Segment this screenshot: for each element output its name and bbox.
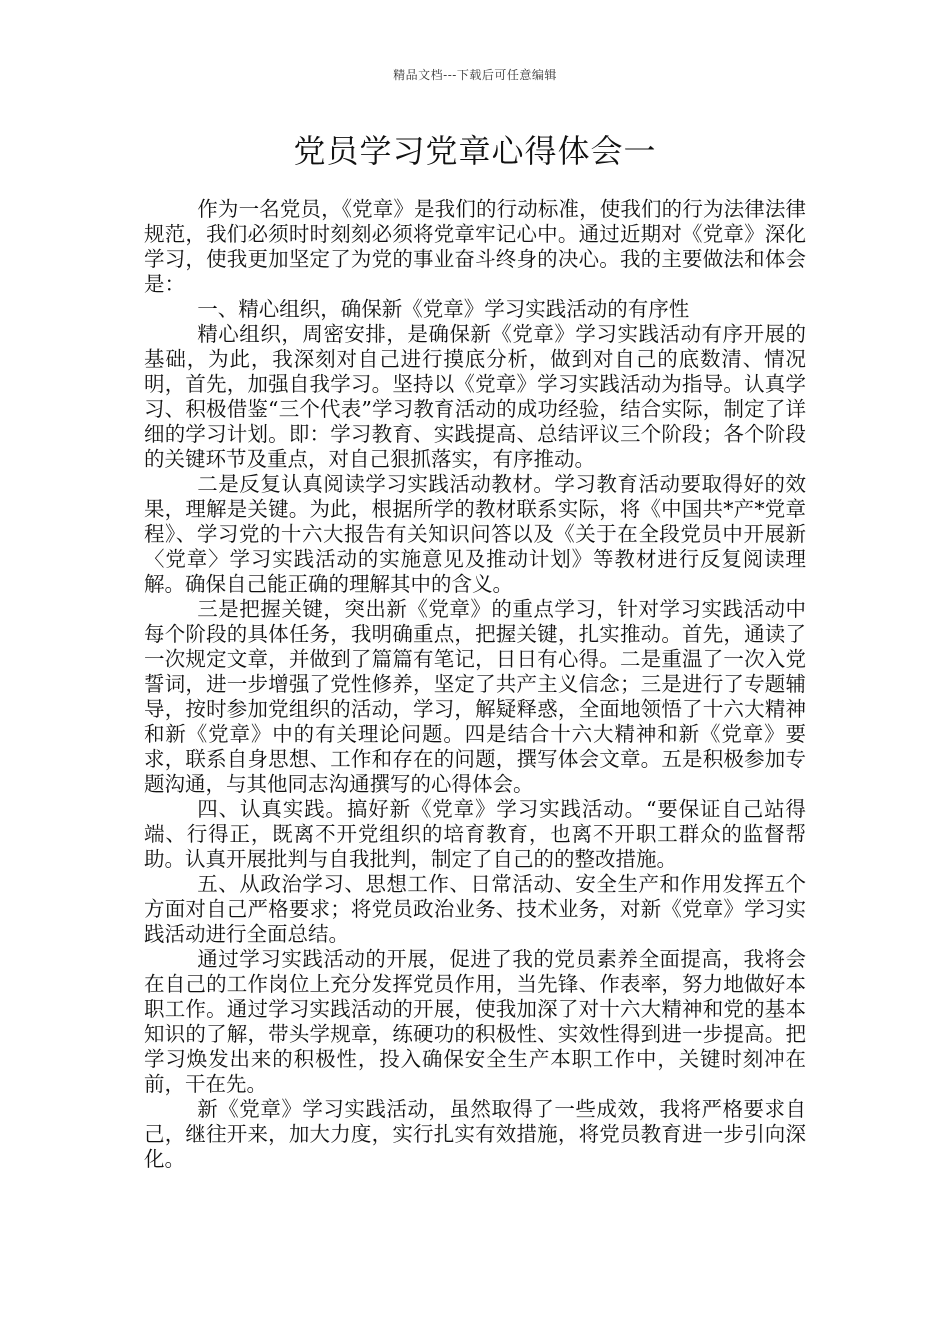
paragraph: 二是反复认真阅读学习实践活动教材。学习教育活动要取得好的效果，理解是关键。为此，根据所学的教材联系实际，将《中国共*产*党章程》、学习党的十六大报告有关知识问答以及《关于在全段党员中开展新〈党章〉学习实践活动的实施意见及推动计划》等教材进行反复阅读理解。确保自己能正确的理解其中的含义。: [144, 472, 806, 596]
paragraph: 三是把握关键，突出新《党章》的重点学习，针对学习实践活动中每个阶段的具体任务，我明确重点，把握关键，扎实推动。首先，通读了一次规定文章，并做到了篇篇有笔记，日日有心得。二是重温了一次入党誓词，进一步增强了党性修养，坚定了共产主义信念；三是进行了专题辅导，按时参加党组织的活动，学习，解疑释惑，全面地领悟了十六大精神和新《党章》中的有关理论问题。四是结合十六大精神和新《党章》要求，联系自身思想、工作和存在的问题，撰写体会文章。五是积极参加专题沟通，与其他同志沟通撰写的心得体会。: [144, 597, 806, 796]
paragraph: 四、认真实践。搞好新《党章》学习实践活动。“要保证自己站得端、行得正，既离不开党组织的培育教育，也离不开职工群众的监督帮助。认真开展批判与自我批判，制定了自己的的整改措施。: [144, 797, 806, 871]
paragraph: 五、从政治学习、思想工作、日常活动、安全生产和作用发挥五个方面对自己严格要求；将党员政治业务、技术业务，对新《党章》学习实践活动进行全面总结。: [144, 872, 806, 946]
paragraph: 新《党章》学习实践活动，虽然取得了一些成效，我将严格要求自己，继往开来，加大力度，实行扎实有效措施，将党员教育进一步引向深化。: [144, 1097, 806, 1171]
paragraph: 作为一名党员，《党章》是我们的行动标准，使我们的行为法律法律规范，我们必须时时刻刻必须将党章牢记心中。通过近期对《党章》深化学习，使我更加坚定了为党的事业奋斗终身的决心。我的主要做法和体会是：: [144, 197, 806, 296]
paragraph: 精心组织，周密安排，是确保新《党章》学习实践活动有序开展的基础，为此，我深刻对自己进行摸底分析，做到对自己的底数清、情况明，首先，加强自我学习。坚持以《党章》学习实践活动为指导。认真学习、积极借鉴“三个代表”学习教育活动的成功经验，结合实际，制定了详细的学习计划。即：学习教育、实践提高、总结评议三个阶段；各个阶段的关键环节及重点，对自己狠抓落实，有序推动。: [144, 322, 806, 471]
paragraph: 一、精心组织，确保新《党章》学习实践活动的有序性: [197, 297, 690, 321]
document-title: 党员学习党章心得体会一: [293, 132, 657, 170]
paragraph: 通过学习实践活动的开展，促进了我的党员素养全面提高，我将会在自己的工作岗位上充分发挥党员作用，当先锋、作表率，努力地做好本职工作。通过学习实践活动的开展，使我加深了对十六大精神和党的基本知识的了解，带头学规章，练硬功的积极性、实效性得到进一步提高。把学习焕发出来的积极性，投入确保安全生产本职工作中，关键时刻冲在前，干在先。: [144, 947, 806, 1096]
document-body: [144, 197, 806, 1172]
header-note: 精品文档---下载后可任意编辑: [393, 68, 557, 82]
